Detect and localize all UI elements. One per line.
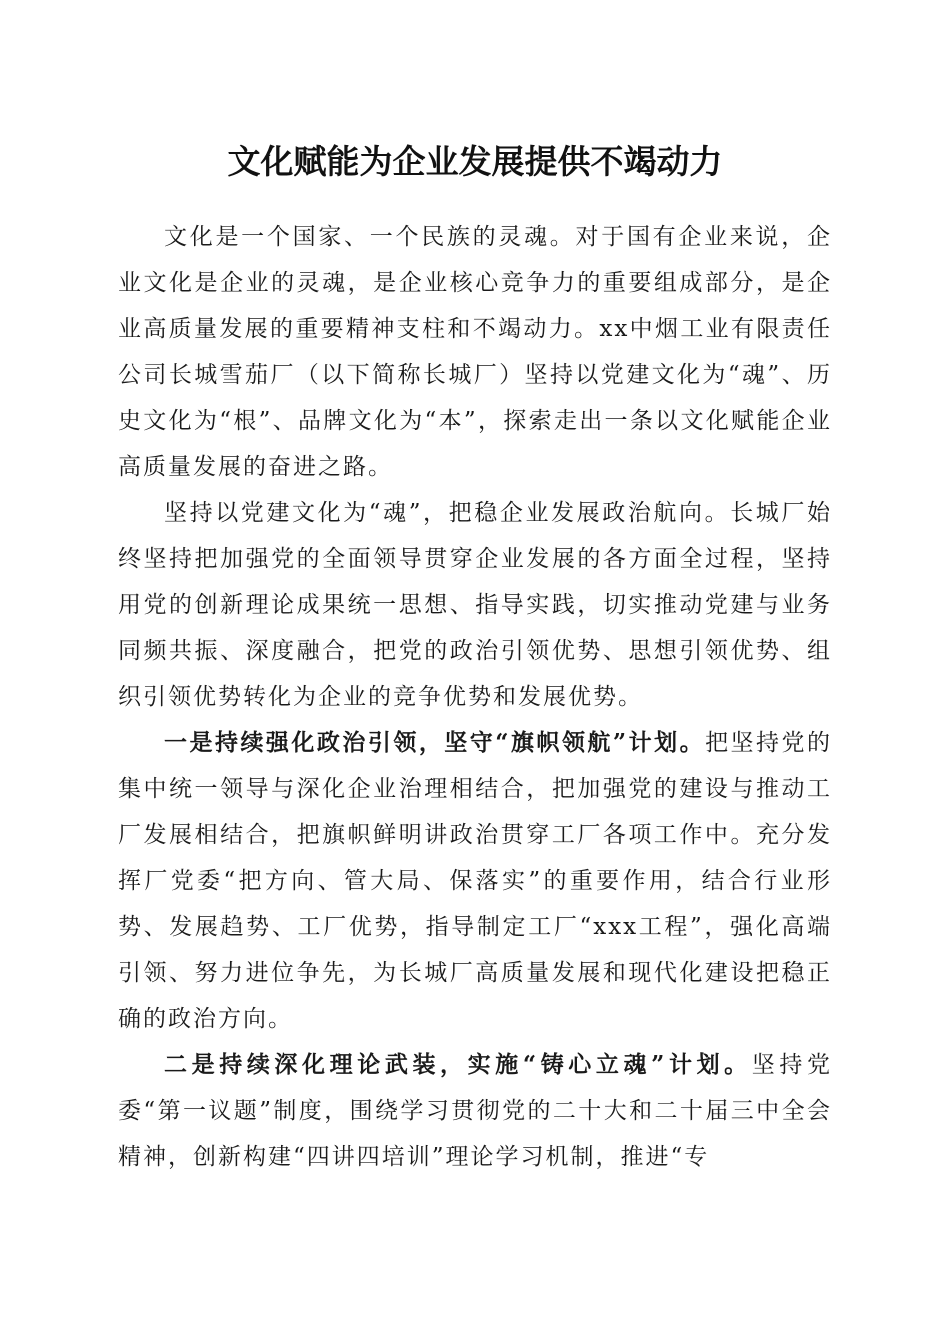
paragraph-3 bbox=[118, 720, 832, 1042]
document-title: 文化赋能为企业发展提供不竭动力 bbox=[227, 142, 723, 181]
document-body bbox=[118, 214, 832, 1180]
paragraph-3-lead: 一是持续强化政治引领，坚守“旗帜领航”计划。 bbox=[164, 729, 706, 756]
paragraph-2 bbox=[118, 490, 832, 720]
paragraph-4-lead: 二是持续深化理论武装，实施“铸心立魂”计划。 bbox=[164, 1051, 752, 1078]
paragraph-4-text: 坚持党委“第一议题”制度，围绕学习贯彻党的二十大和二十届三中全会精神，创新构建“四讲四培训”理论学习机制，推进“专 bbox=[118, 1052, 832, 1170]
paragraph-1 bbox=[118, 214, 832, 490]
paragraph-3-text: 把坚持党的集中统一领导与深化企业治理相结合，把加强党的建设与推动工厂发展相结合，把旗帜鲜明讲政治贯穿工厂各项工作中。充分发挥厂党委“把方向、管大局、保落实”的重要作用，结合行业形势、发展趋势、工厂优势，指导制定工厂“xxx工程”，强化高端引领、努力进位争先，为长城厂高质量发展和现代化建设把稳正确的政治方向。 bbox=[118, 730, 832, 1032]
paragraph-4 bbox=[118, 1042, 832, 1180]
paragraph-2-text: 坚持以党建文化为“魂”，把稳企业发展政治航向。长城厂始终坚持把加强党的全面领导贯穿企业发展的各方面全过程，坚持用党的创新理论成果统一思想、指导实践，切实推动党建与业务同频共振、深度融合，把党的政治引领优势、思想引领优势、组织引领优势转化为企业的竞争优势和发展优势。 bbox=[118, 500, 832, 710]
paragraph-1-text: 文化是一个国家、一个民族的灵魂。对于国有企业来说，企业文化是企业的灵魂，是企业核心竞争力的重要组成部分，是企业高质量发展的重要精神支柱和不竭动力。xx中烟工业有限责任公司长城雪茄厂（以下简称长城厂）坚持以党建文化为“魂”、历史文化为“根”、品牌文化为“本”，探索走出一条以文化赋能企业高质量发展的奋进之路。 bbox=[118, 224, 832, 480]
